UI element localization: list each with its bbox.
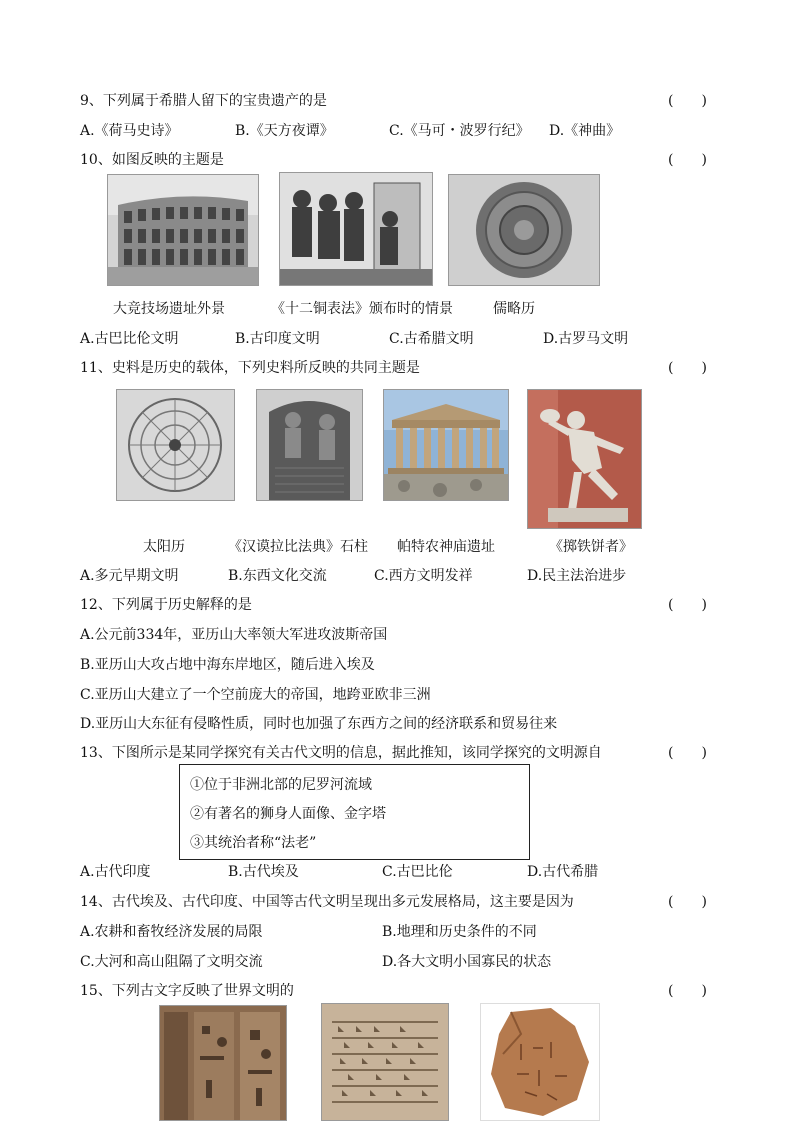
hieroglyph-wall: [159, 1005, 287, 1121]
question-10-stem: 10、如图反映的主题是: [80, 152, 224, 168]
q12-option-c[interactable]: C.亚历山大建立了一个空前庞大的帝国，地跨亚欧非三洲: [80, 687, 431, 703]
caption-hammurabi: 《汉谟拉比法典》石柱: [228, 539, 368, 555]
q10-option-b[interactable]: B.古印度文明: [235, 331, 320, 347]
cuneiform-tablet: [321, 1003, 449, 1121]
colosseum-photo: [107, 174, 259, 286]
q12-option-a[interactable]: A.公元前334年，亚历山大率领大军进攻波斯帝国: [80, 627, 388, 643]
info-box: [179, 764, 530, 860]
q11-option-c[interactable]: C.西方文明发祥: [374, 568, 473, 584]
sun-calendar: [116, 389, 235, 501]
q13-option-c[interactable]: C.古巴比伦: [382, 864, 453, 880]
answer-paren-14[interactable]: ( ): [668, 894, 707, 910]
q9-option-d[interactable]: D.《神曲》: [549, 123, 621, 139]
caption-twelve-tables: 《十二铜表法》颁布时的情景: [271, 301, 453, 317]
julian-calendar-stone: [448, 174, 600, 286]
info-box-line-1: ①位于非洲北部的尼罗河流域: [190, 777, 372, 793]
q14-option-a[interactable]: A.农耕和畜牧经济发展的局限: [80, 924, 263, 940]
hammurabi-stele: [256, 389, 363, 501]
caption-parthenon: 帕特农神庙遗址: [397, 539, 495, 555]
caption-sun-calendar: 太阳历: [143, 539, 185, 555]
question-15-stem: 15、下列古文字反映了世界文明的: [80, 983, 294, 999]
q10-option-c[interactable]: C.古希腊文明: [389, 331, 474, 347]
info-box-line-2: ②有著名的狮身人面像、金字塔: [190, 806, 386, 822]
q9-option-c[interactable]: C.《马可・波罗行纪》: [389, 123, 530, 139]
question-12-stem: 12、下列属于历史解释的是: [80, 597, 252, 613]
q12-option-d[interactable]: D.亚历山大东征有侵略性质，同时也加强了东西方之间的经济联系和贸易往来: [80, 716, 558, 732]
question-11-stem: 11、史料是历史的载体，下列史料所反映的共同主题是: [80, 360, 420, 376]
answer-paren-12[interactable]: ( ): [668, 597, 707, 613]
discobolus-statue: [527, 389, 642, 529]
question-13-stem: 13、下图所示是某同学探究有关古代文明的信息，据此推知，该同学探究的文明源自: [80, 745, 602, 761]
q13-option-a[interactable]: A.古代印度: [80, 864, 151, 880]
q11-option-b[interactable]: B.东西文化交流: [228, 568, 327, 584]
q14-option-c[interactable]: C.大河和高山阻隔了文明交流: [80, 954, 263, 970]
caption-colosseum: 大竞技场遗址外景: [113, 301, 225, 317]
answer-paren-13[interactable]: ( ): [668, 745, 707, 761]
q10-option-a[interactable]: A.古巴比伦文明: [80, 331, 179, 347]
answer-paren-11[interactable]: ( ): [668, 360, 707, 376]
answer-paren-10[interactable]: ( ): [668, 152, 707, 168]
q10-option-d[interactable]: D.古罗马文明: [543, 331, 629, 347]
q13-option-b[interactable]: B.古代埃及: [228, 864, 299, 880]
caption-discobolus: 《掷铁饼者》: [549, 539, 633, 555]
q11-option-d[interactable]: D.民主法治进步: [527, 568, 627, 584]
q9-option-b[interactable]: B.《天方夜谭》: [235, 123, 334, 139]
q14-option-b[interactable]: B.地理和历史条件的不同: [382, 924, 537, 940]
answer-paren-15[interactable]: ( ): [668, 983, 707, 999]
question-9-stem: 9、下列属于希腊人留下的宝贵遗产的是: [80, 93, 327, 109]
q9-option-a[interactable]: A.《荷马史诗》: [80, 123, 179, 139]
q13-option-d[interactable]: D.古代希腊: [527, 864, 599, 880]
question-14-stem: 14、古代埃及、古代印度、中国等古代文明呈现出多元发展格局，这主要是因为: [80, 894, 574, 910]
caption-julian-calendar: 儒略历: [493, 301, 535, 317]
q12-option-b[interactable]: B.亚历山大攻占地中海东岸地区，随后进入埃及: [80, 657, 375, 673]
info-box-line-3: ③其统治者称“法老”: [190, 835, 317, 851]
q14-option-d[interactable]: D.各大文明小国寡民的状态: [382, 954, 552, 970]
oracle-bone: [480, 1003, 600, 1121]
q11-option-a[interactable]: A.多元早期文明: [80, 568, 179, 584]
parthenon-photo: [383, 389, 509, 501]
answer-paren-9[interactable]: ( ): [668, 93, 707, 109]
twelve-tables-engraving: [279, 172, 433, 286]
